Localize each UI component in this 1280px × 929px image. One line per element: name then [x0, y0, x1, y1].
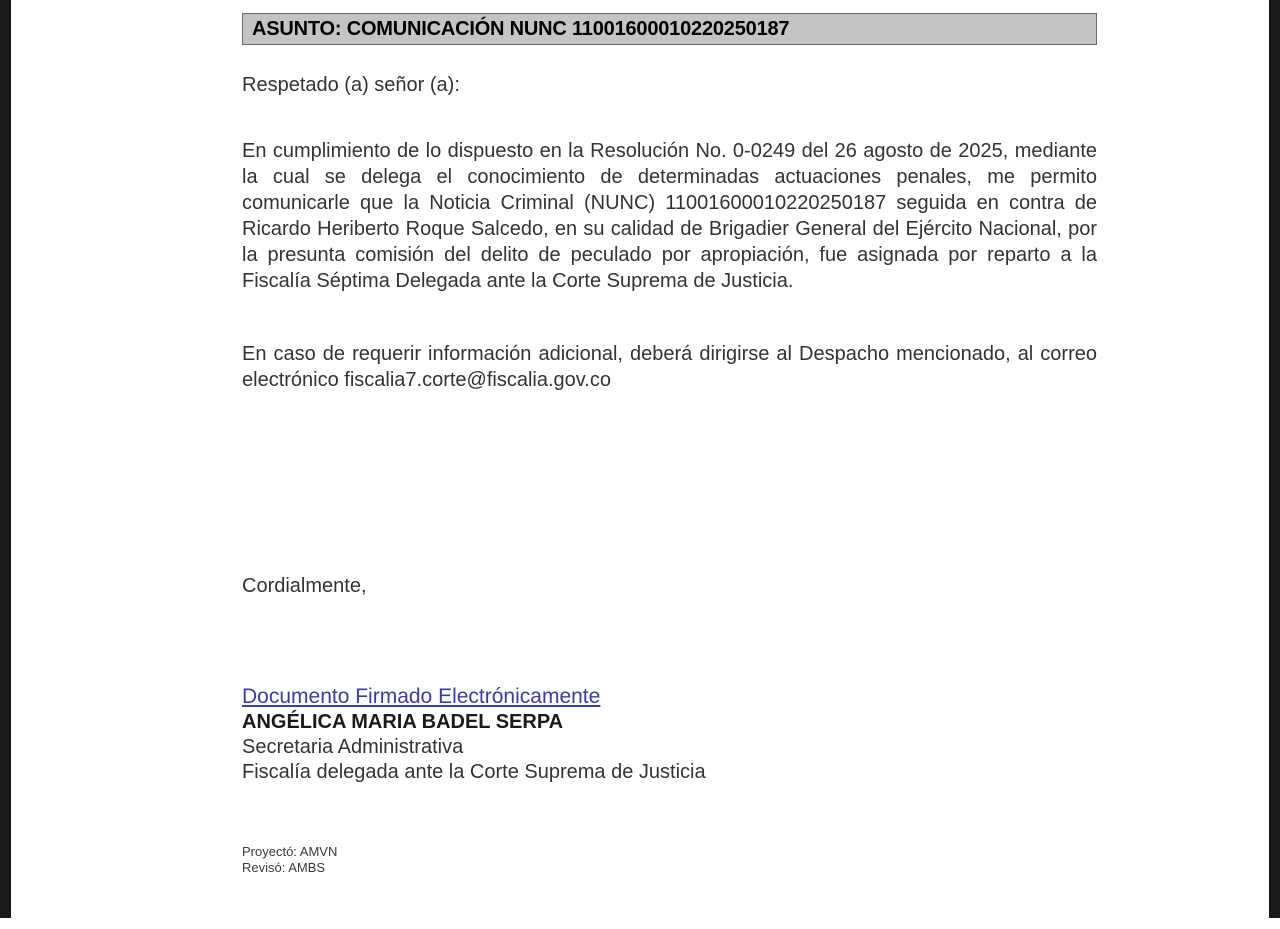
signatory-role: Secretaria Administrativa [242, 736, 464, 758]
subject-heading-text: ASUNTO: COMUNICACIÓN NUNC 11001600010220250187 [252, 17, 790, 40]
document-page [11, 0, 1269, 929]
signatory-name: ANGÉLICA MARIA BADEL SERPA [242, 711, 564, 733]
body-paragraph-2: En caso de requerir información adicional, deberá dirigirse al Despacho mencionado, al correo electrónico fiscalia7.corte@fiscalia.gov.co [242, 343, 1097, 391]
right-edge-bar [1269, 0, 1280, 918]
document-footnote [242, 844, 337, 876]
body-paragraph-1: En cumplimiento de lo dispuesto en la Resolución No. 0-0249 del 26 agosto de 2025, mediante la cual se delega el conocimiento de determinadas actuaciones penales, me permito comunicarle que la Noticia Criminal (NUNC) 11001600010220250187 seguida en contra de Ricardo Heriberto Roque Salcedo, en su calidad de Brigadier General del Ejército Nacional, por la presunta comisión del delito de peculado por apropiación, fue asignada por reparto a la Fiscalía Séptima Delegada ante la Corte Suprema de Justicia. [242, 140, 1097, 292]
closing-line: Cordialmente, [242, 575, 367, 597]
left-edge-bar [0, 0, 11, 918]
footnote-reviewed-by: Revisó: AMBS [242, 860, 326, 875]
subject-heading-box [242, 13, 1097, 45]
signatory-office: Fiscalía delegada ante la Corte Suprema de Justicia [242, 761, 706, 783]
salutation-line: Respetado (a) señor (a): [242, 74, 460, 96]
signature-block [242, 684, 942, 785]
footnote-projected-by: Proyectó: AMVN [242, 844, 338, 859]
electronic-signature-link[interactable]: Documento Firmado Electrónicamente [242, 685, 601, 708]
